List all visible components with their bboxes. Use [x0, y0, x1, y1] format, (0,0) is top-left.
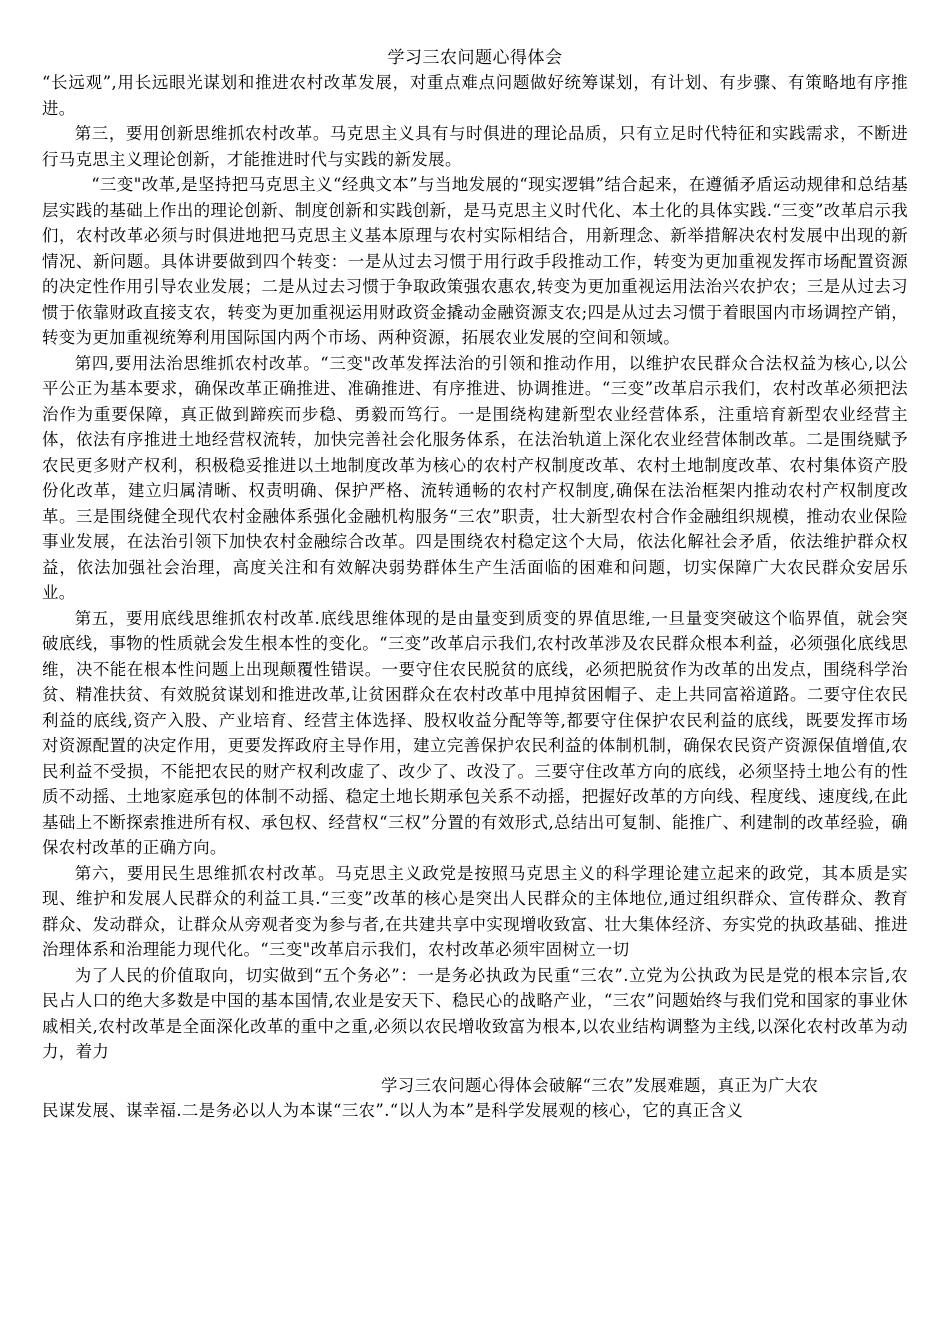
paragraph-five-musts: 为了人民的价值取向，切实做到“五个务必”：一是务必执政为民重“三农”.立党为公执政为民是党的根本宗旨,农民占人口的绝大多数是中国的基本国情,农业是安天下、稳民心的战略产业，“三农”问题始终与我们党和国家的事业休戚相关,农村改革是全面深化改革的重中之重,必须以农民增收致富为根本,以农业结构调整为主线,以深化农村改革为动力，着力	[42, 965, 908, 1061]
paragraph-innovation-thinking: 第三，要用创新思维抓农村改革。马克思主义具有与时俱进的理论品质，只有立足时代特征和实践需求，不断进行马克思主义理论创新，才能推进时代与实践的新发展。	[42, 124, 908, 169]
paragraph-bottom-line-thinking: 第五，要用底线思维抓农村改革.底线思维体现的是由量变到质变的界值思维,一旦量变突破这个临界值，就会突破底线，事物的性质就会发生根本性的变化。“三变”改革启示我们,农村改革涉及农民群众根本利益，必须强化底线思维，决不能在根本性问题上出现颠覆性错误。一要守住农民脱贫的底线，必须把脱贫作为改革的出发点，围绕科学治贫、精准扶贫、有效脱贫谋划和推进改革,让贫困群众在农村改革中甩掉贫困帽子、走上共同富裕道路。二要守住农民利益的底线,资产入股、产业培育、经营主体选择、股权收益分配等等,都要守住保护农民利益的底线，既要发挥市场对资源配置的决定作用，更要发挥政府主导作用，建立完善保护农民利益的体制机制，确保农民资产资源保值增值,农民利益不受损，不能把农民的财产权利改虚了、改少了、改没了。三要守住改革方向的底线，必须坚持土地公有的性质不动摇、土地家庭承包的体制不动摇、稳定土地长期承包关系不动摇，把握好改革的方向线、程度线、速度线,在此基础上不断探索推进所有权、承包权、经营权“三权”分置的有效形式,总结出可复制、能推广、利建制的改革经验，确保农村改革的正确方向。	[42, 608, 908, 857]
document-page	[42, 0, 908, 1124]
document-title: 学习三农问题心得体会	[387, 48, 563, 68]
continued-head: 学习三农问题心得体会破解“三农”发展难题，真正为广大农	[381, 1075, 819, 1095]
paragraph-livelihood-thinking: 第六，要用民生思维抓农村改革。马克思主义政党是按照马克思主义的科学理论建立起来的政党，其本质是实现、维护和发展人民群众的利益工具.“三变”改革的核心是突出人民群众的主体地位,通过组织群众、宣传群众、教育群众、发动群众，让群众从旁观者变为参与者,在共建共享中实现增收致富、壮大集体经济、夯实党的执政基础、推进治理体系和治理能力现代化。“三变"改革启示我们，农村改革必须牢固树立一切	[42, 863, 908, 959]
paragraph-rule-of-law-thinking: 第四,要用法治思维抓农村改革。“三变"改革发挥法治的引领和推动作用，以维护农民群众合法权益为核心,以公平公正为基本要求，确保改革正确推进、准确推进、有序推进、协调推进。“三变”改革启示我们，农村改革必须把法治作为重要保障，真正做到蹄疾而步稳、勇毅而笃行。一是围绕构建新型农业经营体系，注重培育新型农业经营主体，依法有序推进土地经营权流转，加快完善社会化服务体系，在法治轨道上深化农业经营体制改革。二是围绕赋予农民更多财产权利，积极稳妥推进以土地制度改革为核心的农村产权制度改革、农村土地制度改革、农村集体资产股份化改革，建立归属清晰、权责明确、保护严格、流转通畅的农村产权制度,确保在法治框架内推动农村产权制度改革。三是围绕健全现代农村金融体系强化金融机构服务“三农”职责，壮大新型农村合作金融组织规模，推动农业保险事业发展，在法治引领下加快农村金融综合改革。四是围绕农村稳定这个大局，依法化解社会矛盾，依法维护群众权益，依法加强社会治理，高度关注和有效解决弱势群体生产生活面临的困难和问题，切实保障广大农民群众安居乐业。	[42, 353, 908, 602]
paragraph-three-changes-reform: “三变"改革,是坚持把马克思主义“经典文本”与当地发展的“现实逻辑”结合起来，在遵循矛盾运动规律和总结基层实践的基础上作出的理论创新、制度创新和实践创新，是马克思主义时代化、本土化的具体实践.“三变”改革启示我们，农村改革必须与时俱进地把马克思主义基本原理与农村实际相结合，用新理念、新举措解决农村发展中出现的新情况、新问题。具体讲要做到四个转变：一是从过去习惯于用行政手段推动工作，转变为更加重视发挥市场配置资源的决定性作用引导农业发展；二是从过去习惯于争取政策强农惠农,转变为更加重视运用法治兴农护农；三是从过去习惯于依靠财政直接支农，转变为更加重视运用财政资金撬动金融资源支农;四是从过去习惯于着眼国内市场调控产销，转变为更加重视统筹利用国际国内两个市场、两种资源，拓展农业发展的空间和领域。	[42, 175, 908, 347]
paragraph-intro: “长远观”,用长远眼光谋划和推进农村改革发展，对重点难点问题做好统筹谋划，有计划、有步骤、有策略地有序推进。	[42, 73, 908, 118]
continued-section	[42, 1073, 908, 1124]
continued-tail: 民谋发展、谋幸福.二是务必以人为本谋“三农”.“以人为本”是科学发展观的核心，它的真正含义	[42, 1101, 744, 1120]
